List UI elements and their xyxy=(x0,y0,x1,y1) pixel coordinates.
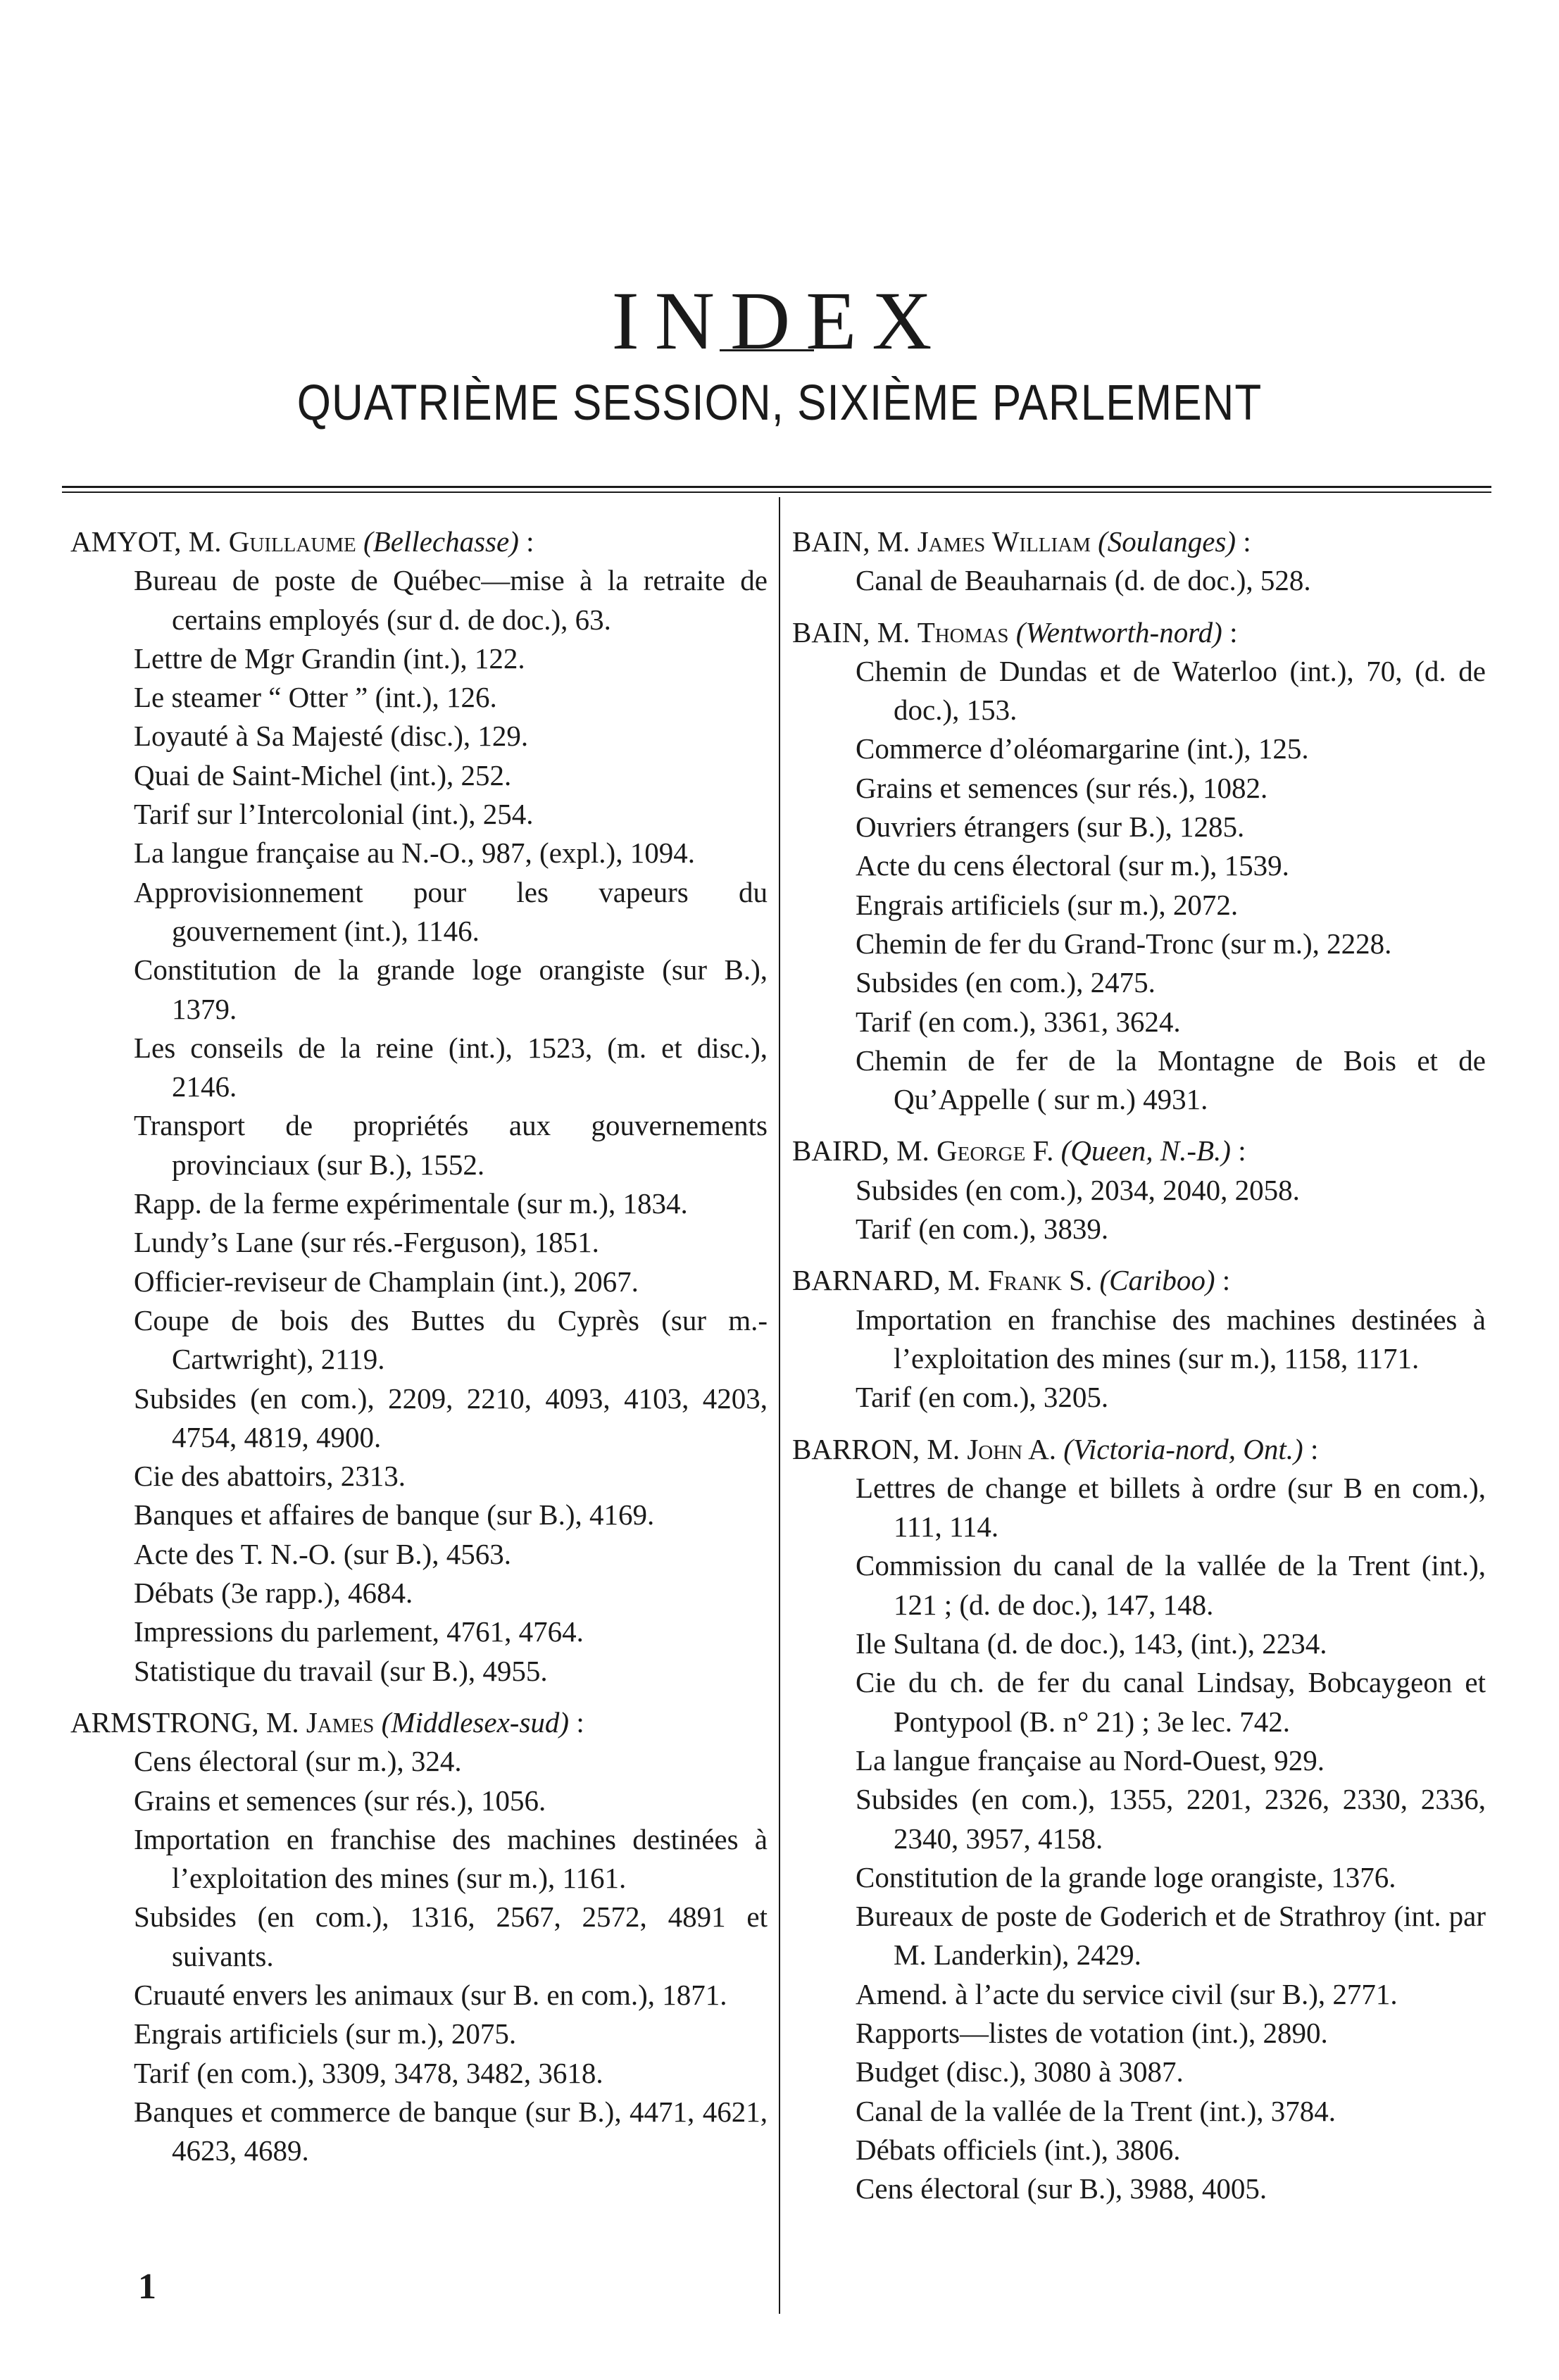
index-subentry: Engrais artificiels (sur m.), 2075. xyxy=(134,2017,517,2050)
heading-suffix: : xyxy=(1238,1134,1246,1167)
member-riding: (Middlesex-sud) xyxy=(381,1705,570,1739)
index-subentry: Cruauté envers les animaux (sur B. en com.), 1871. xyxy=(134,1978,727,2011)
member-riding: (Victoria-nord, Ont.) xyxy=(1063,1432,1303,1465)
index-subentry: Grains et semences (sur rés.), 1056. xyxy=(134,1784,546,1817)
member-riding: (Queen, N.-B.) xyxy=(1060,1134,1231,1167)
index-subentry: Subsides (en com.), 2209, 2210, 4093, 4103, 4203, 4754, 4819, 4900. xyxy=(134,1382,768,1453)
index-subentry: Subsides (en com.), 2034, 2040, 2058. xyxy=(856,1173,1300,1206)
entry-heading xyxy=(70,1703,768,1742)
index-subentry: Subsides (en com.), 2475. xyxy=(856,966,1156,999)
index-subentry: Les conseils de la reine (int.), 1523, (m. et disc.), 2146. xyxy=(134,1031,768,1103)
member-name: BARRON, M. xyxy=(792,1432,960,1465)
index-subentry: Quai de Saint-Michel (int.), 252. xyxy=(134,758,512,791)
index-entry xyxy=(792,1132,1486,1248)
index-subentry: Amend. à l’acte du service civil (sur B.), 2771. xyxy=(856,1977,1398,2010)
entry-heading xyxy=(792,613,1486,652)
index-entry xyxy=(792,522,1486,601)
member-first-name: George F. xyxy=(937,1134,1054,1167)
member-riding: (Cariboo) xyxy=(1099,1264,1215,1297)
index-subentry: Budget (disc.), 3080 à 3087. xyxy=(856,2055,1184,2088)
index-subentry: Transport de propriétés aux gouvernements provinciaux (sur B.), 1552. xyxy=(134,1109,768,1181)
index-subentry: Le steamer “ Otter ” (int.), 126. xyxy=(134,681,497,714)
member-name: BAIN, M. xyxy=(792,615,910,649)
index-subentry: Cie des abattoirs, 2313. xyxy=(134,1460,406,1493)
index-subentry: Tarif (en com.), 3361, 3624. xyxy=(856,1005,1181,1038)
entry-heading xyxy=(792,1261,1486,1300)
index-subentry: Chemin de fer du Grand-Tronc (sur m.), 2228. xyxy=(856,927,1392,960)
index-subentry: Commerce d’oléomargarine (int.), 125. xyxy=(856,732,1309,765)
index-subentry: Chemin de fer de la Montagne de Bois et de Qu’Appelle ( sur m.) 4931. xyxy=(856,1044,1486,1116)
index-subentry: Grains et semences (sur rés.), 1082. xyxy=(856,771,1268,804)
index-entry xyxy=(792,613,1486,1120)
index-column-left xyxy=(70,522,768,2183)
index-subentry: Approvisionnement pour les vapeurs du gouvernement (int.), 1146. xyxy=(134,875,768,947)
member-name: AMYOT, M. xyxy=(70,525,222,558)
index-column-right xyxy=(792,522,1486,2221)
index-subentry: Rapp. de la ferme expérimentale (sur m.), 1834. xyxy=(134,1187,688,1220)
heading-suffix: : xyxy=(1222,1264,1231,1297)
heading-suffix: : xyxy=(1310,1432,1319,1465)
page-title: INDEX xyxy=(611,275,948,368)
index-subentry: Acte du cens électoral (sur m.), 1539. xyxy=(856,849,1289,882)
index-subentry: Importation en franchise des machines destinées à l’exploitation des mines (sur m.), 1161. xyxy=(134,1822,768,1895)
index-subentry: Tarif (en com.), 3205. xyxy=(856,1381,1109,1414)
entry-heading xyxy=(792,1430,1486,1469)
index-subentry: Débats officiels (int.), 3806. xyxy=(856,2133,1181,2166)
index-entry xyxy=(792,1261,1486,1417)
index-entry xyxy=(70,522,768,1691)
member-name: BARNARD, M. xyxy=(792,1264,981,1297)
index-subentry: La langue française au Nord-Ouest, 929. xyxy=(856,1743,1325,1777)
page-subtitle: QUATRIÈME SESSION, SIXIÈME PARLEMENT xyxy=(296,375,1263,432)
heading-suffix: : xyxy=(576,1705,584,1739)
index-subentry: Bureaux de poste de Goderich et de Strathroy (int. par M. Landerkin), 2429. xyxy=(856,1900,1486,1972)
entry-heading xyxy=(70,522,768,561)
index-subentry: Canal de Beauharnais (d. de doc.), 528. xyxy=(856,564,1311,597)
index-subentry: Commission du canal de la vallée de la Trent (int.), 121 ; (d. de doc.), 147, 148. xyxy=(856,1549,1486,1621)
index-subentry: Lettres de change et billets à ordre (sur B en com.), 111, 114. xyxy=(856,1471,1486,1543)
member-riding: (Wentworth-nord) xyxy=(1015,615,1222,649)
member-first-name: James xyxy=(306,1705,375,1739)
index-subentry: Rapports—listes de votation (int.), 2890. xyxy=(856,2016,1328,2049)
index-subentry: Subsides (en com.), 1355, 2201, 2326, 2330, 2336, 2340, 3957, 4158. xyxy=(856,1783,1486,1855)
index-subentry: Bureau de poste de Québec—mise à la retraite de certains employés (sur d. de doc.), 63. xyxy=(134,564,768,636)
index-subentry: Cie du ch. de fer du canal Lindsay, Bobcaygeon et Pontypool (B. n° 21) ; 3e lec. 742. xyxy=(856,1666,1486,1738)
index-subentry: Lundy’s Lane (sur rés.-Ferguson), 1851. xyxy=(134,1226,599,1259)
member-name: BAIN, M. xyxy=(792,525,910,558)
member-first-name: Frank S. xyxy=(987,1264,1093,1297)
entry-heading xyxy=(792,522,1486,561)
index-entry xyxy=(792,1430,1486,2209)
index-subentry: Cens électoral (sur B.), 3988, 4005. xyxy=(856,2172,1267,2205)
header-rule-bottom xyxy=(62,491,1491,493)
index-subentry: Cens électoral (sur m.), 324. xyxy=(134,1745,462,1778)
heading-suffix: : xyxy=(1243,525,1251,558)
header-rule-top xyxy=(62,486,1491,488)
index-subentry: Tarif sur l’Intercolonial (int.), 254. xyxy=(134,798,534,831)
index-subentry: Engrais artificiels (sur m.), 2072. xyxy=(856,888,1239,921)
column-divider xyxy=(779,497,780,2314)
member-first-name: John A. xyxy=(967,1432,1056,1465)
member-riding: (Bellechasse) xyxy=(363,525,519,558)
index-subentry: Canal de la vallée de la Trent (int.), 3784. xyxy=(856,2094,1336,2127)
index-subentry: Constitution de la grande loge orangiste, 1376. xyxy=(856,1860,1396,1893)
index-entry xyxy=(70,1703,768,2171)
index-subentry: Officier-reviseur de Champlain (int.), 2067. xyxy=(134,1265,639,1298)
index-subentry: Statistique du travail (sur B.), 4955. xyxy=(134,1654,548,1687)
index-subentry: Acte des T. N.-O. (sur B.), 4563. xyxy=(134,1537,511,1570)
index-subentry: Impressions du parlement, 4761, 4764. xyxy=(134,1615,584,1648)
index-subentry: Loyauté à Sa Majesté (disc.), 129. xyxy=(134,720,529,753)
member-first-name: James William xyxy=(917,525,1091,558)
entry-heading xyxy=(792,1132,1486,1170)
index-subentry: Banques et commerce de banque (sur B.), 4471, 4621, 4623, 4689. xyxy=(134,2095,768,2167)
member-riding: (Soulanges) xyxy=(1098,525,1236,558)
member-name: ARMSTRONG, M. xyxy=(70,1705,299,1739)
index-subentry: Débats (3e rapp.), 4684. xyxy=(134,1577,413,1610)
index-subentry: Constitution de la grande loge orangiste (sur B.), 1379. xyxy=(134,953,768,1025)
index-subentry: Ile Sultana (d. de doc.), 143, (int.), 2234. xyxy=(856,1627,1327,1660)
page-number: 1 xyxy=(138,2267,156,2307)
index-subentry: Coupe de bois des Buttes du Cyprès (sur m.-Cartwright), 2119. xyxy=(134,1303,768,1376)
member-first-name: Guillaume xyxy=(228,525,356,558)
heading-suffix: : xyxy=(1229,615,1238,649)
member-name: BAIRD, M. xyxy=(792,1134,929,1167)
index-subentry: Subsides (en com.), 1316, 2567, 2572, 4891 et suivants. xyxy=(134,1900,768,1972)
heading-suffix: : xyxy=(526,525,534,558)
index-subentry: Tarif (en com.), 3309, 3478, 3482, 3618. xyxy=(134,2056,603,2089)
index-subentry: Ouvriers étrangers (sur B.), 1285. xyxy=(856,810,1245,844)
index-subentry: Banques et affaires de banque (sur B.), 4169. xyxy=(134,1498,655,1532)
index-subentry: Tarif (en com.), 3839. xyxy=(856,1213,1109,1246)
member-first-name: Thomas xyxy=(917,615,1009,649)
title-rule xyxy=(720,349,814,351)
index-subentry: Chemin de Dundas et de Waterloo (int.), 70, (d. de doc.), 153. xyxy=(856,654,1486,727)
index-subentry: La langue française au N.-O., 987, (expl.), 1094. xyxy=(134,837,695,870)
index-subentry: Lettre de Mgr Grandin (int.), 122. xyxy=(134,641,525,675)
index-subentry: Importation en franchise des machines destinées à l’exploitation des mines (sur m.), 1158, 1171. xyxy=(856,1303,1486,1374)
